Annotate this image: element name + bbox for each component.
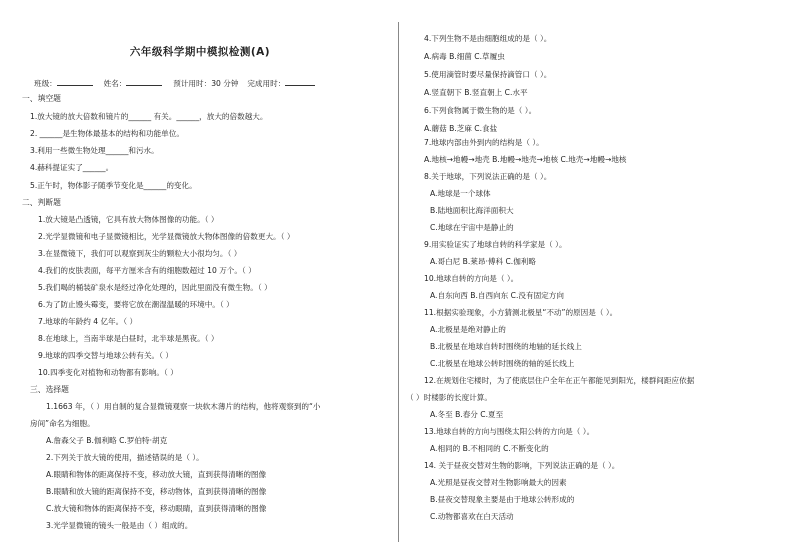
- question-line: A.竖直朝下 B.竖直朝上 C.水平: [424, 88, 528, 97]
- question-line: 8.在地球上，当南半球是白昼时，北半球是黑夜。（ ）: [38, 334, 219, 343]
- question-line: 6.为了防止馒头霉变，要将它放在潮湿温暖的环境中。（ ）: [38, 300, 234, 309]
- question-line: 7.地球内部由外到内的结构是（ ）。: [424, 138, 544, 147]
- question-line: 3.光学显微镜的镜头一般是由（ ）组成的。: [46, 521, 193, 530]
- question-line: A.光照是昼夜交替对生物影响最大的因素: [430, 478, 567, 487]
- question-line: A.自东向西 B.自西向东 C.没有固定方向: [430, 291, 564, 300]
- question-line: A.哥白尼 B.莱昂·傅科 C.伽利略: [430, 257, 536, 266]
- question-line: 2.下列关于放大镜的使用，描述错误的是（ ）。: [46, 453, 204, 462]
- question-line: 8.关于地球，下列说法正确的是（ ）。: [424, 172, 552, 181]
- question-line: 3.在显微镜下，我们可以观察到灰尘的颗粒大小很均匀。（ ）: [38, 249, 242, 258]
- name-label: 姓名：: [103, 79, 127, 88]
- question-line: 1.放大镜是凸透镜，它具有放大物体图像的功能。（ ）: [38, 215, 219, 224]
- question-line: A.冬至 B.春分 C.夏至: [430, 410, 504, 419]
- question-line: 10.四季变化对植物和动物都有影响。（ ）: [38, 368, 178, 377]
- question-line: B.眼睛和放大镜的距离保持不变，移动物体，直到获得清晰的图像: [46, 487, 267, 496]
- question-line: （ ）时楼影的长度计算。: [406, 393, 492, 402]
- question-line: 1.放大镜的放大倍数和镜片的______ 有关。______，放大的倍数越大。: [30, 112, 268, 121]
- question-line: 5.正午时，物体影子随季节变化是______的变化。: [30, 181, 197, 190]
- question-line: 7.地球的年龄约 4 亿年。（ ）: [38, 317, 138, 326]
- question-line: C.动物都喜欢在白天活动: [430, 512, 514, 521]
- question-line: B.北极星在地球自转时围绕的地轴的延长线上: [430, 342, 582, 351]
- question-line: 4.我们的皮肤表面，每平方厘米含有的细胞数超过 10 万个。（ ）: [38, 266, 256, 275]
- question-line: 14. 关于昼夜交替对生物的影响，下列说法正确的是（ ）。: [424, 461, 620, 470]
- question-line: A.眼睛和物体的距离保持不变，移动放大镜，直到获得清晰的图像: [46, 470, 267, 479]
- student-info-row: [34, 77, 315, 89]
- question-line: 3.利用一些微生物处理______和污水。: [30, 146, 159, 155]
- question-line: 4.赫科提证实了______。: [30, 163, 114, 172]
- section-heading: 三、选择题: [30, 385, 69, 394]
- question-line: A.地球是一个球体: [430, 189, 491, 198]
- question-line: 13.地球自转的方向与围绕太阳公转的方向是（ ）。: [424, 427, 595, 436]
- page-title: 六年级科学期中模拟检测(A): [129, 46, 271, 58]
- question-line: 11.根据实验现象，小方猜测北极星“不动”的原因是（ ）。: [424, 308, 618, 317]
- question-line: 4.下列生物不是由细胞组成的是（ ）。: [424, 34, 552, 43]
- class-label: 班级：: [34, 79, 57, 88]
- question-line: 2.光学显微镜和电子显微镜相比，光学显微镜放大物体图像的倍数更大。（ ）: [38, 232, 295, 241]
- question-line: 12.在规划住宅楼时，为了使底层住户全年在正午都能见到阳光，楼群间距应依据: [424, 376, 695, 385]
- question-line: A.北极星是绝对静止的: [430, 325, 506, 334]
- question-line: 9.地球的四季交替与地球公转有关。（ ）: [38, 351, 173, 360]
- question-line: A.詹森父子 B.伽利略 C.罗伯特·胡克: [46, 436, 168, 445]
- section-heading: 二、判断题: [22, 198, 61, 207]
- column-divider: [398, 22, 399, 542]
- question-line: 房间”命名为细胞。: [30, 419, 95, 428]
- question-line: C.放大镜和物体的距离保持不变，移动眼睛，直到获得清晰的图像: [46, 504, 267, 513]
- question-line: B.陆地面积比海洋面积大: [430, 206, 514, 215]
- question-line: 2. ______是生物体最基本的结构和功能单位。: [30, 129, 184, 138]
- question-line: 1.1663 年，（ ）用自制的复合显微镜观察一块软木薄片的结构，他将观察到的“小: [46, 402, 321, 411]
- question-line: A.相同的 B.不相同的 C.不断变化的: [430, 444, 549, 453]
- expected-time-label: 预计用时：30 分钟: [173, 79, 239, 88]
- question-line: C.北极星在地球公转时围绕的轴的延长线上: [430, 359, 575, 368]
- finish-time-label: 完成用时：: [247, 79, 286, 88]
- question-line: 6.下列食物属于微生物的是（ ）。: [424, 106, 537, 115]
- question-line: 5.我们喝的桶装矿泉水是经过净化处理的，因此里面没有微生物。（ ）: [38, 283, 272, 292]
- question-line: A.病毒 B.细菌 C.草履虫: [424, 52, 505, 61]
- section-heading: 一、填空题: [22, 94, 61, 103]
- question-line: B.昼夜交替现象主要是由于地球公转形成的: [430, 495, 575, 504]
- question-line: C.地球在宇宙中是静止的: [430, 223, 514, 232]
- question-line: A.蘑菇 B.芝麻 C.食盐: [424, 124, 498, 133]
- question-line: A.地核→地幔→地壳 B.地幔→地壳→地核 C.地壳→地幔→地核: [424, 155, 627, 164]
- question-line: 5.使用滴管时要尽量保持滴管口（ ）。: [424, 70, 552, 79]
- question-line: 9.用实验证实了地球自转的科学家是（ ）。: [424, 240, 567, 249]
- question-line: 10.地球自转的方向是（ ）。: [424, 274, 519, 283]
